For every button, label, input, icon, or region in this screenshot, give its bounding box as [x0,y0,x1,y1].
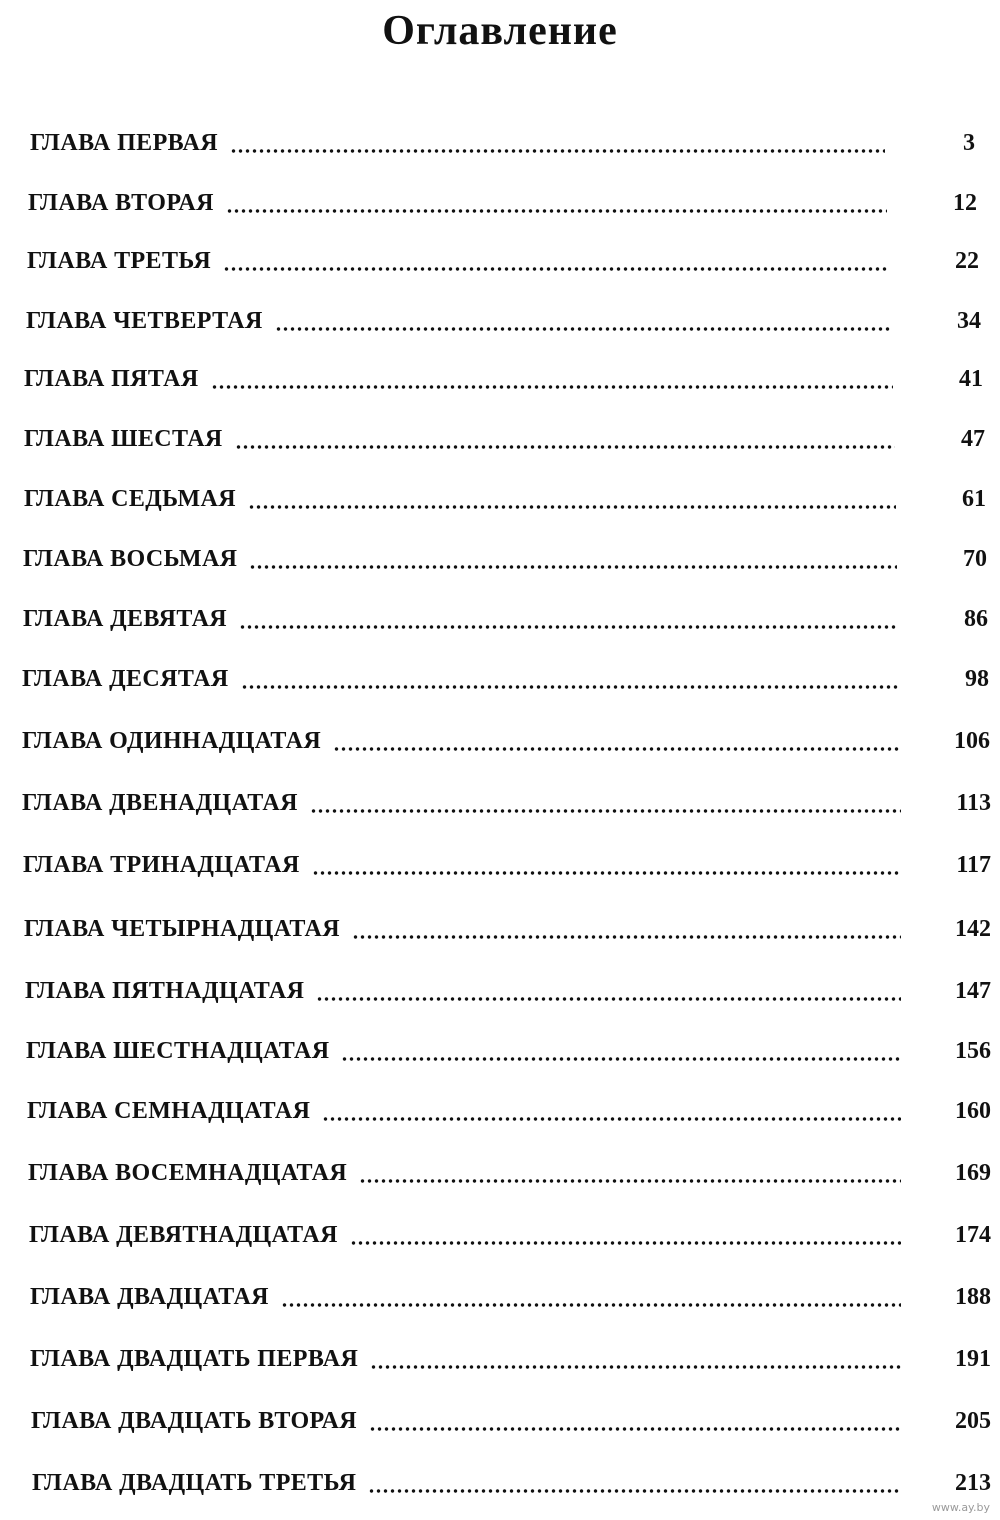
page-number: 22 [955,248,979,274]
dot-leader [369,1427,901,1431]
toc-entry [24,421,985,453]
page-number: 205 [955,1408,991,1434]
toc-entry [30,1279,991,1311]
toc-entry [23,541,987,573]
chapter-title: ГЛАВА ЧЕТВЕРТАЯ [26,308,263,334]
page-number: 34 [957,308,981,334]
toc-entry [27,1093,991,1125]
dot-leader [316,997,901,1001]
chapter-title: ГЛАВА ДЕВЯТНАДЦАТАЯ [29,1222,338,1248]
dot-leader [249,565,897,569]
toc-entry [30,125,975,157]
toc-entry [30,1341,991,1373]
chapter-title: ГЛАВА ДВАДЦАТЬ ПЕРВАЯ [30,1346,359,1372]
chapter-title: ГЛАВА ДЕСЯТАЯ [22,666,229,692]
toc-entry [26,303,981,335]
page-number: 160 [955,1098,991,1124]
toc-entry [22,785,991,817]
chapter-title: ГЛАВА СЕМНАДЦАТАЯ [27,1098,311,1124]
chapter-title: ГЛАВА ЧЕТЫРНАДЦАТАЯ [24,916,341,942]
toc-entry [26,1033,991,1065]
chapter-title: ГЛАВА ПЯТАЯ [24,366,199,392]
dot-leader [341,1057,901,1061]
chapter-title: ГЛАВА ПЯТНАДЦАТАЯ [25,978,305,1004]
dot-leader [359,1179,901,1183]
page-number: 117 [956,852,991,878]
page-number: 3 [963,130,975,156]
page-number: 191 [955,1346,991,1372]
chapter-title: ГЛАВА СЕДЬМАЯ [24,486,236,512]
dot-leader [350,1241,901,1245]
dot-leader [241,685,899,689]
dot-leader [322,1117,901,1121]
chapter-title: ГЛАВА ДВАДЦАТЬ ТРЕТЬЯ [32,1470,357,1496]
page-number: 113 [956,790,991,816]
chapter-title: ГЛАВА ШЕСТАЯ [24,426,223,452]
toc-entry [23,601,988,633]
toc-entry [22,723,990,755]
toc-entry [24,481,986,513]
dot-leader [281,1303,901,1307]
chapter-title: ГЛАВА ДЕВЯТАЯ [23,606,228,632]
page-number: 70 [963,546,987,572]
dot-leader [352,935,901,939]
chapter-title: ГЛАВА ВОСЕМНАДЦАТАЯ [28,1160,348,1186]
page-number: 156 [955,1038,991,1064]
dot-leader [239,625,898,629]
page-number: 98 [965,666,989,692]
page-title: Оглавление [382,8,618,54]
chapter-title: ГЛАВА ТРЕТЬЯ [27,248,212,274]
page-number: 41 [959,366,983,392]
toc-entry [24,911,991,943]
watermark: www.ay.by [931,1501,990,1514]
page-number: 188 [955,1284,991,1310]
page-number: 86 [964,606,988,632]
page-number: 47 [961,426,985,452]
dot-leader [235,445,895,449]
toc-entry [22,661,989,693]
chapter-title: ГЛАВА ДВЕНАДЦАТАЯ [22,790,298,816]
page-number: 142 [955,916,991,942]
dot-leader [211,385,893,389]
dot-leader [333,747,900,751]
chapter-title: ГЛАВА ШЕСТНАДЦАТАЯ [26,1038,330,1064]
toc-entry [32,1465,991,1497]
dot-leader [226,209,887,213]
page-number: 213 [955,1470,991,1496]
page-number: 147 [955,978,991,1004]
toc-entry [29,1217,991,1249]
chapter-title: ГЛАВА ОДИННАДЦАТАЯ [22,728,322,754]
page-number: 174 [955,1222,991,1248]
toc-entry [28,1155,991,1187]
toc-entry [23,847,991,879]
page-number: 61 [962,486,986,512]
dot-leader [370,1365,901,1369]
toc-entry [25,973,991,1005]
dot-leader [248,505,896,509]
toc-entry [31,1403,991,1435]
chapter-title: ГЛАВА ВОСЬМАЯ [23,546,238,572]
page-number: 12 [953,190,977,216]
chapter-title: ГЛАВА ДВАДЦАТАЯ [30,1284,269,1310]
page-number: 169 [955,1160,991,1186]
page-number: 106 [954,728,990,754]
dot-leader [368,1489,901,1493]
dot-leader [223,267,889,271]
dot-leader [312,871,901,875]
chapter-title: ГЛАВА ТРИНАДЦАТАЯ [23,852,300,878]
dot-leader [275,327,891,331]
toc-entry [28,185,977,217]
chapter-title: ГЛАВА ДВАДЦАТЬ ВТОРАЯ [31,1408,358,1434]
dot-leader [230,149,885,153]
chapter-title: ГЛАВА ВТОРАЯ [28,190,214,216]
dot-leader [310,809,901,813]
chapter-title: ГЛАВА ПЕРВАЯ [30,130,218,156]
toc-entry [24,361,983,393]
toc-entry [27,243,979,275]
